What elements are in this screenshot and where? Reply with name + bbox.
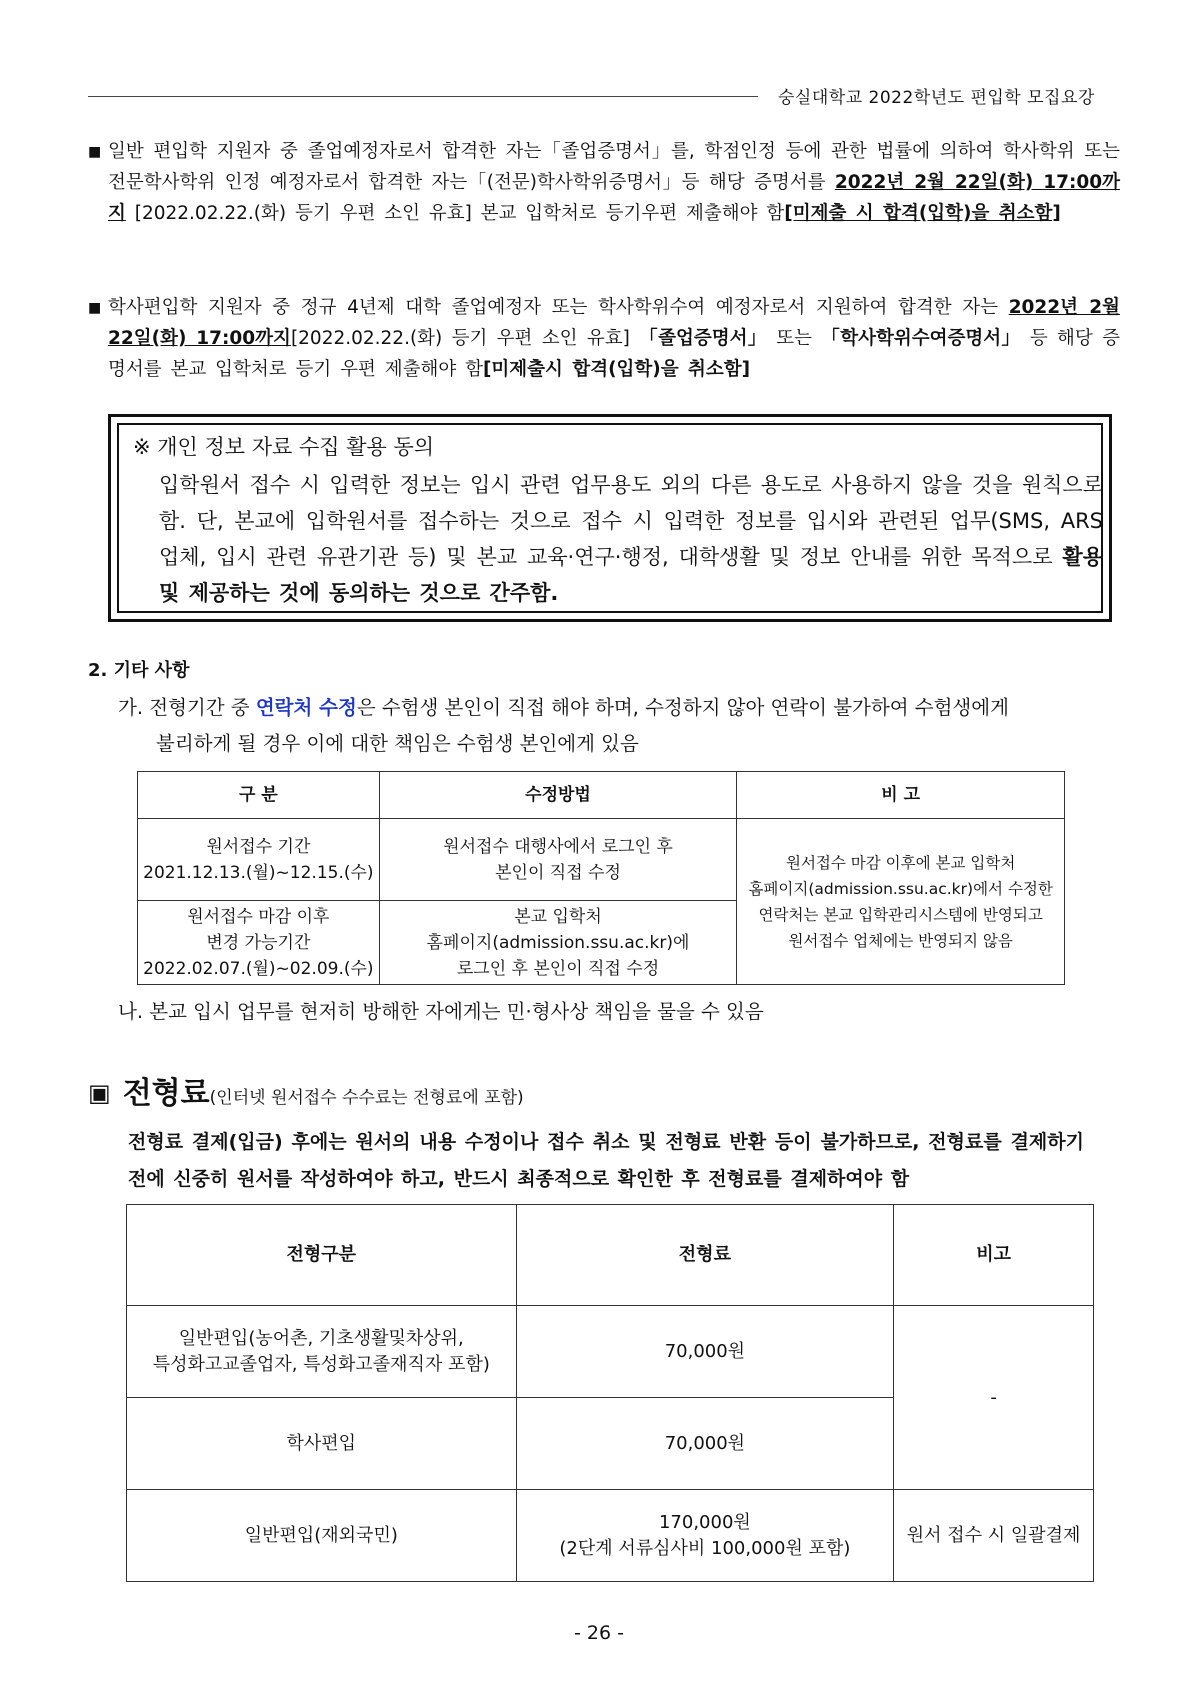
method-cell: 본교 입학처 홈페이지(admission.ssu.ac.kr)에 로그인 후 본인이 직접 수정 xyxy=(379,901,737,985)
table-header-row xyxy=(138,772,1065,819)
header-cell: 수정방법 xyxy=(379,772,737,819)
fee-notice: 전형료 결제(입금) 후에는 원서의 내용 수정이나 접수 취소 및 전형료 반환 등이 불가하므로, 전형료를 결제하기 전에 신중히 원서를 작성하여야 하고, 반드시 최종적으로 확인한 후 전형료를 결제하여야 함 xyxy=(128,1131,1084,1190)
note-cell: 원서접수 마감 이후에 본교 입학처 홈페이지(admission.ssu.ac.kr)에서 수정한 연락처는 본교 입학관리시스템에 반영되고 원서접수 업체에는 반영되지 않음 xyxy=(737,819,1065,985)
header-cell: 구 분 xyxy=(138,772,380,819)
table-header-row xyxy=(127,1205,1094,1306)
fee-cell: 170,000원 (2단계 서류심사비 100,000원 포함) xyxy=(516,1490,894,1582)
table-row xyxy=(127,1490,1094,1582)
header-cell: 전형구분 xyxy=(127,1205,517,1306)
consent-box-inner xyxy=(117,423,1103,613)
item-ga: 가. 전형기간 중 연락처 수정은 수험생 본인이 직접 해야 하며, 수정하지 않아 연락이 불가하여 수험생에게 불리하게 될 경우 이에 대한 책임은 수험생 본인에게 있음 xyxy=(118,696,1009,755)
section-title-other: 2. 기타 사항 xyxy=(88,660,190,681)
square-box-icon: ▣ xyxy=(88,1079,111,1107)
period-cell: 원서접수 기간 2021.12.13.(월)~12.15.(수) xyxy=(138,819,380,901)
note-cell: 원서 접수 시 일괄결제 xyxy=(894,1490,1094,1582)
consent-body: 입학원서 접수 시 입력한 정보는 입시 관련 업무용도 외의 다른 용도로 사용하지 않을 것을 원칙으로 함. 단, 본교에 입학원서를 접수하는 것으로 접수 시 입력한 정보를 입시와 관련된 업무(SMS, ARS 업체, 입시 관련 유관기관 등) 및 본교 교육·연구·행정, 대학생활 및 정보 안내를 위한 목적으로 활용 및 제공하는 것에 동의하는 것으로 간주함. xyxy=(159,473,1103,605)
period-cell: 원서접수 마감 이후 변경 가능기간 2022.02.07.(월)~02.09.(수) xyxy=(138,901,380,985)
type-cell: 일반편입(농어촌, 기초생활및차상위, 특성화고교졸업자, 특성화고졸재직자 포함) xyxy=(127,1306,517,1398)
type-cell: 일반편입(재외국민) xyxy=(127,1490,517,1582)
consent-title: ※ 개인 정보 자료 수집 활용 동의 xyxy=(133,435,435,459)
note-cell: - xyxy=(894,1306,1094,1490)
bullet-paragraph-1: 일반 편입학 지원자 중 졸업예정자로서 합격한 자는「졸업증명서」를, 학점인정 등에 관한 법률에 의하여 학사학위 또는 전문학사학위 인정 예정자로서 합격한 자는「(전문)학사학위증명서」등 해당 증명서를 2022년 2월 22일(화) 17:00까지 [2022.02.22.(화) 등기 우편 소인 유효] 본교 입학처로 등기우편 제출해야 함[미제출 시 합격(입학)을 취소함] xyxy=(108,141,1120,224)
table-row xyxy=(127,1306,1094,1398)
page-header-title: 숭실대학교 2022학년도 편입학 모집요강 xyxy=(778,88,1095,108)
table-row xyxy=(138,819,1065,901)
header-cell: 전형료 xyxy=(516,1205,894,1306)
bullet-square: ■ xyxy=(88,300,102,316)
type-cell: 학사편입 xyxy=(127,1398,517,1490)
bullet-square: ■ xyxy=(88,144,102,160)
contact-edit-table xyxy=(137,771,1065,985)
bullet-paragraph-2: 학사편입학 지원자 중 정규 4년제 대학 졸업예정자 또는 학사학위수여 예정자로서 지원하여 합격한 자는 2022년 2월 22일(화) 17:00까지[2022.02.22.(화) 등기 우편 소인 유효] 「졸업증명서」 또는 「학사학위수여증명서」 등 해당 증명서를 본교 입학처로 등기 우편 제출해야 함[미제출시 합격(입학)을 취소함] xyxy=(108,297,1121,380)
header-cell: 비 고 xyxy=(737,772,1065,819)
fee-section-title: ▣ 전형료(인터넷 원서접수 수수료는 전형료에 포함) xyxy=(88,1076,524,1111)
header-cell: 비고 xyxy=(894,1205,1094,1306)
consent-box xyxy=(108,414,1112,622)
item-na: 나. 본교 입시 업무를 현저히 방해한 자에게는 민·형사상 책임을 물을 수 있음 xyxy=(118,1000,764,1023)
header-rule xyxy=(88,96,758,97)
method-cell: 원서접수 대행사에서 로그인 후 본인이 직접 수정 xyxy=(379,819,737,901)
fee-cell: 70,000원 xyxy=(516,1306,894,1398)
page-number: - 26 - xyxy=(574,1622,624,1644)
fee-cell: 70,000원 xyxy=(516,1398,894,1490)
fee-table xyxy=(126,1204,1094,1582)
